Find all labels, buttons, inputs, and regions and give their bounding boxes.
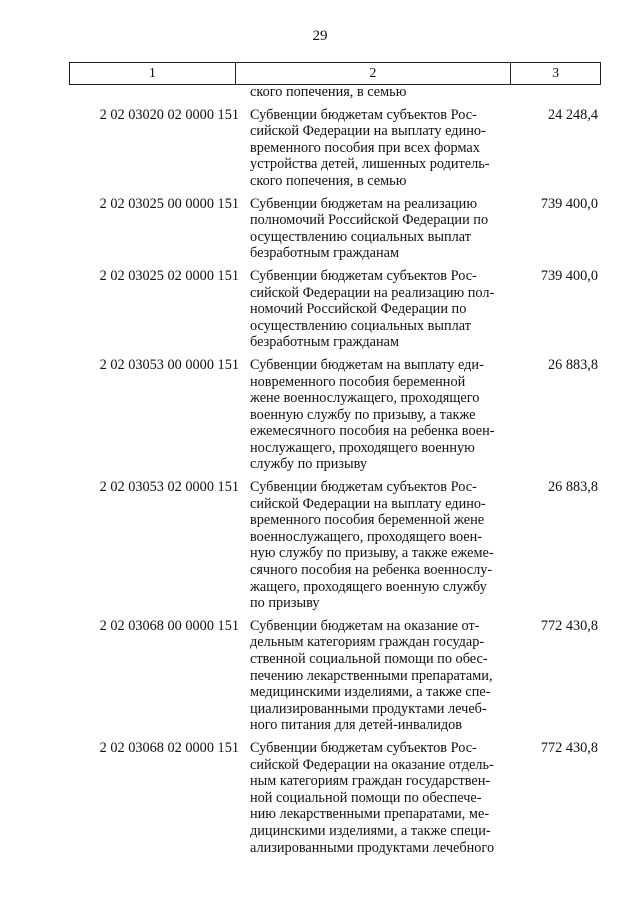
- row-description: Субвенции бюджетам на оказание от- дельным категориям граждан государ- ственной социальной помощи по обес- печению лекарственными препаратами, медицинскими изделиями, а также спе- циализированными продуктами лечеб- ного питания для детей-инвалидов: [250, 617, 493, 734]
- row-code: 2 02 03053 02 0000 151: [99, 479, 239, 496]
- continuation-text: ского попечения, в семью: [250, 84, 407, 100]
- row-description: Субвенции бюджетам субъектов Рос- сийской Федерации на выплату едино- временного пособия при всех формах устройства детей, лишенных родитель- ского попечения, в семью: [250, 106, 490, 189]
- row-code: 2 02 03020 02 0000 151: [99, 106, 239, 123]
- row-amount: 739 400,0: [540, 195, 598, 212]
- row-amount: 739 400,0: [540, 267, 598, 284]
- row-amount: 26 883,8: [547, 356, 598, 373]
- table-row: [69, 268, 601, 351]
- continuation-row: [69, 84, 601, 101]
- page-number: 29: [312, 28, 328, 44]
- table-body: [69, 84, 601, 856]
- row-description: Субвенции бюджетам на выплату еди- новременного пособия беременной жене военнослужащего, проходящего военную службу по призыву, а также ежемесячного пособия на ребенка воен- нослужащего, проходящего военную службу по призыву: [250, 356, 495, 473]
- column-2-header: 2: [235, 63, 510, 85]
- table-row: [69, 357, 601, 473]
- row-description: Субвенции бюджетам субъектов Рос- сийской Федерации на реализацию пол- номочий Российской Федерации по осуществлению социальных выплат безработным гражданам: [250, 267, 495, 351]
- row-amount: 26 883,8: [547, 479, 598, 496]
- row-code: 2 02 03025 00 0000 151: [99, 195, 239, 212]
- row-code: 2 02 03068 00 0000 151: [99, 617, 239, 634]
- row-amount: 24 248,4: [547, 106, 598, 123]
- row-code: 2 02 03025 02 0000 151: [99, 267, 239, 284]
- table-row: [69, 479, 601, 612]
- table-row: [69, 196, 601, 262]
- row-description: Субвенции бюджетам субъектов Рос- сийской Федерации на оказание отдель- ным категориям граждан государствен- ной социальной помощи по обеспече- нию лекарственными препаратами, ме- дицинскими изделиями, а также специ- ализированными продуктами лечебного: [250, 739, 495, 856]
- row-code: 2 02 03068 02 0000 151: [99, 739, 239, 756]
- row-description: Субвенции бюджетам на реализацию полномочий Российской Федерации по осуществлению социальных выплат безработным гражданам: [250, 195, 489, 262]
- table-row: [69, 618, 601, 734]
- table-header: [69, 62, 601, 85]
- row-code: 2 02 03053 00 0000 151: [99, 356, 239, 373]
- table-row: [69, 740, 601, 856]
- table-row: [69, 107, 601, 190]
- column-1-header: 1: [70, 63, 236, 85]
- row-description: Субвенции бюджетам субъектов Рос- сийской Федерации на выплату едино- временного пособия беременной жене военнослужащего, проходящего воен- ную службу по призыву, а также ежеме- сячного пособия на ребенка военнослу- жащего, проходящего военную службу по призыву: [250, 479, 494, 612]
- column-3-header: 3: [511, 63, 601, 85]
- row-amount: 772 430,8: [540, 739, 598, 756]
- row-amount: 772 430,8: [540, 617, 598, 634]
